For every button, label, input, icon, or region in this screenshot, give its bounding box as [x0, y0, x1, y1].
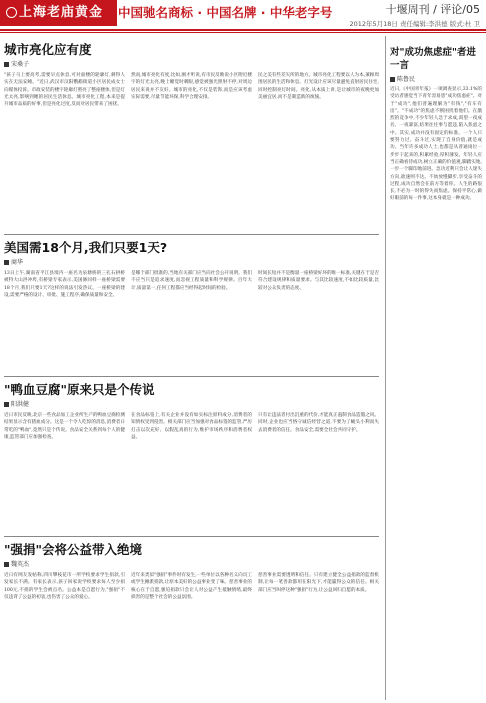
article-title: 城市亮化应有度 [4, 42, 92, 57]
page-number: /05 [462, 3, 480, 16]
article-author [4, 561, 379, 569]
article-column: 近年来类似"强捐"事件时有发生,一些单位以各种名义向员工或学生摊派捐款,让原本美好的公益事业变了味。慈善事业的核心在于自愿,强迫捐款只会让人对公益产生抵触情绪,最终损害的是整个社会的公益氛围。 [131, 573, 252, 600]
article-column: 慈善事业需要透明和信任。只有建立健全公益捐款的监督机制,让每一笔善款都用在阳光下,才能赢得公众的信任。相关部门应当叫停这种"强捐"行为,让公益回归自愿的本质。 [258, 573, 379, 593]
byline-square-icon [4, 62, 9, 67]
article-column: 在食品标签上,有关企业并没有如实标注原料成分,消费者的知情权受到侵害。相关部门应当加强对食品标签的监管,严厉打击以次充好、以假乱真的行为,维护市场秩序和消费者权益。 [131, 413, 252, 440]
section-header [349, 1, 480, 28]
article-author [4, 61, 379, 69]
sidebar-title: 对"成功焦虑症"者进一言 [390, 47, 476, 71]
article-title: "鸭血豆腐"原来只是个传说 [4, 382, 155, 397]
seal-icon [6, 7, 17, 18]
article-column: 近日市民反映,北京一些食品加工企业所生产的鸭血豆腐检测结果显示含有猪血成分。这是一个令人吃惊的消息,消费者日常吃的"鸭血",竟然只是个传说。食品安全关系到每个人的健康,监管部门应加强检查。 [4, 413, 125, 440]
article-title: 美国需18个月,我们只要1天? [4, 240, 168, 255]
article-column: 13日上午,湖南省平江县境内一座名为泉塘桥的三孔石拱桥被特大山洪冲垮,有桥梁专家表示,美国修同样一座桥梁需要18个月,我们只要1天?这样的说法引发热议。一座桥梁的建设,需要严格的设计、审批、施工程序,确保质量和安全。 [4, 271, 125, 298]
logo-text: 上海老庙黄金 [19, 5, 104, 20]
masthead-rule-thin [0, 32, 486, 33]
date-line: 2012年5月18日 责任编辑:李洪德 版式:杜 卫 [349, 20, 480, 28]
article [4, 382, 379, 532]
masthead-rule [0, 29, 486, 31]
author-name: 宋桑子 [11, 61, 30, 68]
divider [4, 376, 379, 377]
article-author [4, 259, 379, 267]
author-name: 魏英杰 [11, 561, 30, 568]
author-name: 商华 [11, 259, 24, 266]
byline-square-icon [390, 77, 395, 82]
article [4, 240, 379, 370]
article-column: 只有让违法者付出沉重的代价,才能真正遏制食品造假之风。同时,企业也应当恪守诚信经营之道,不要为了蝇头小利而失去消费者的信任。食品安全,需要全社会共同守护。 [258, 413, 379, 433]
brand-tagline: 中国驰名商标 · 中国名牌 · 中华老字号 [118, 5, 333, 20]
article-column: 近日有网友发帖称,四川攀枝花市一所学校要求学生捐款,引发家长不满。有家长表示,孩子回家说学校要求每人至少捐100元,不捐的学生会被点名。公益本是自愿行为,"强捐"不仅违背了公益的初衷,也伤害了公众的爱心。 [4, 573, 125, 600]
byline-square-icon [4, 260, 9, 265]
article [4, 542, 379, 700]
sidebar-column [385, 36, 482, 700]
article-column: 时间长短并不是衡量一座桥梁好坏的唯一标准,关键在于是否符合建设规律和质量要求。与其比较速度,不如比较质量,比较对公众负责的态度。 [258, 271, 379, 291]
byline-square-icon [4, 562, 9, 567]
divider [4, 234, 379, 235]
section-label: 十堰周刊 / 评论 [385, 3, 463, 16]
divider [4, 536, 379, 537]
byline-square-icon [4, 402, 9, 407]
article-column: 民之美有些差矢所的地方。城市亮化工程要以人为本,兼顾周围居民的生活和休息。灯光设计应该尽量避免直射居民住宅,同时控制亮灯时间。亮化,从本质上讲,是让城市的夜晚更加美丽宜居,而不是制造新的烦恼。 [258, 73, 379, 100]
main-articles [4, 36, 379, 700]
author-name: 阳洪健 [11, 401, 30, 408]
article [4, 42, 379, 227]
newspaper-logo [0, 0, 117, 26]
article-column: 然而,城市亮化有度,比如,刚才听说,有市民反映说小区附近楼宇的灯光太亮,晚上睡觉时刺眼,感觉被强光照射不停,对周边居民来说并不友好。城市的亮化,不仅是装饰,而是应该考虑实际需要,尽量节能环保,科学合理安排。 [131, 73, 252, 100]
article-author [4, 401, 379, 409]
article-column: 是哪个部门批准的,当地有关部门应当向社会公开说明。我们不应当只是追求速度,而忽视工程质量和科学规律。百年大计,质量第一,任何工程都应当经得起时间的检验。 [131, 271, 252, 291]
author-name: 陈鲁民 [397, 76, 416, 83]
sidebar-body: 近日,《中国青年报》一项调查显示,33.1%的受访者感觉当下青年容易患"成功焦虑症"。对于"成功",他们普遍理解为"有钱","有车有房"。"不成功"的焦虑不断困扰着他们。在激烈的竞争中,不少年轻人急于求成,渴望一夜成名、一夜暴富,结果往往事与愿违,陷入焦虑之中。其实,成功并没有固定的标准。一个人只要努力过、奋斗过,实现了自身价值,就是成功。当年许多成功人士,也都是从普通岗位一步步干起来的,积累经验,厚积薄发。年轻人应当正确看待成功,树立正确的价值观,脚踏实地,一步一个脚印地前进。急功近利只会让人迷失方向,欲速则不达。不妨放慢脚步,享受奋斗的过程,成功自然会在前方等着你。人生的路很长,不必为一时的得失而焦虑。保持平常心,做好眼前的每一件事,这本身就是一种成功。 [390, 87, 482, 202]
masthead [0, 0, 486, 26]
article-column: "孩子马上要高考,需要早点休息,可对面楼的轮廓灯,刺得人实在无法安睡。"近日,武汉市汉阳鹦鹉街道小区居民成女士向媒体投诉。市政安装的楼宇轮廓灯照亮了整座楼体,但是灯光太亮,影响到她的居民生活休息。城市亮化工程,本来是提升城市品质的好事,但是亮化过度,反而对居民带来了困扰。 [4, 73, 125, 108]
article-title: "强捐"会将公益带入绝境 [4, 542, 143, 557]
sidebar-author [390, 74, 482, 83]
